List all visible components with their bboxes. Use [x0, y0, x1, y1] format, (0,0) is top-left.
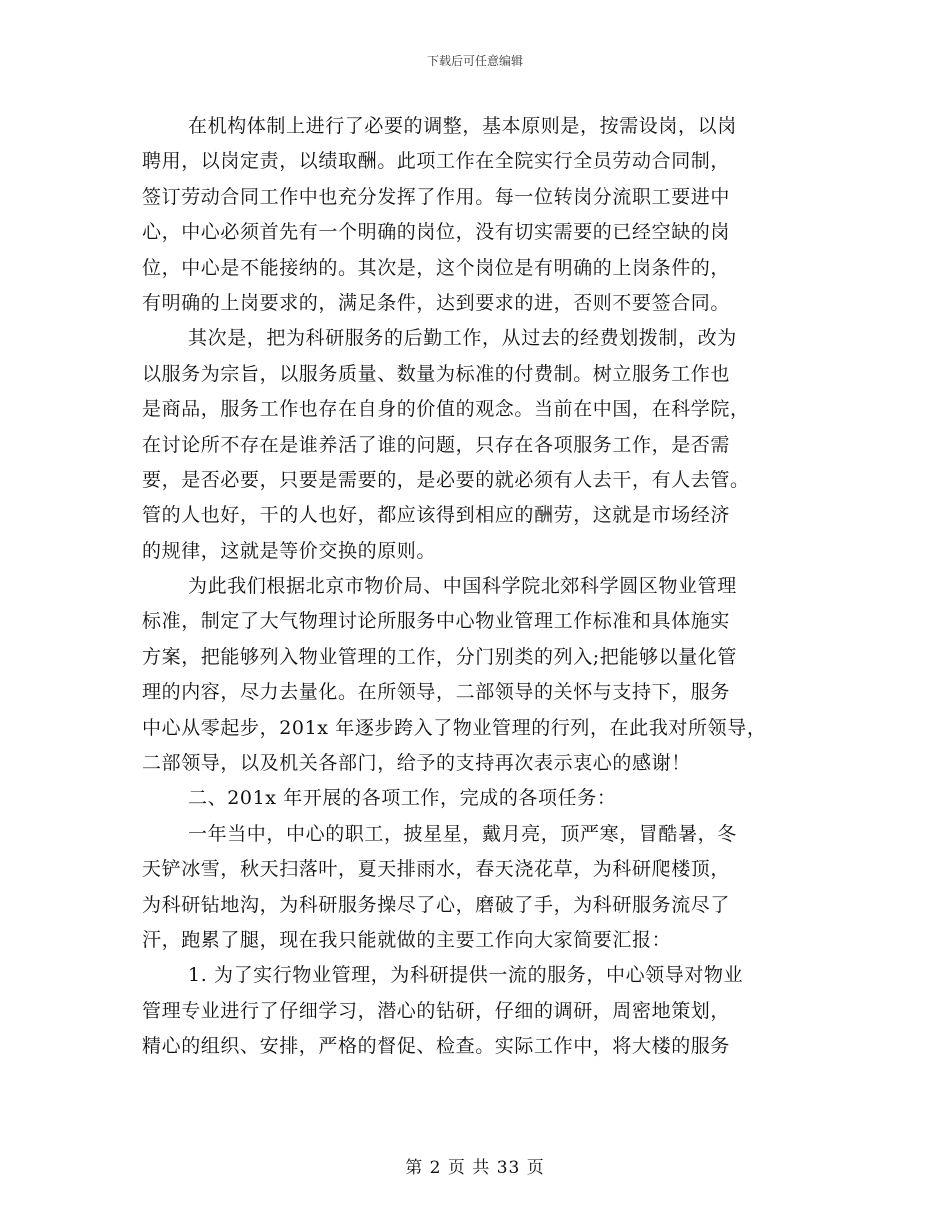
- text-line: 位，中心是不能接纳的。其次是，这个岗位是有明确的上岗条件的，: [142, 256, 731, 279]
- text-line: 为科研钻地沟，为科研服务操尽了心，磨破了手，为科研服务流尽了: [142, 893, 731, 916]
- text-line: 的规律，这就是等价交换的原则。: [142, 539, 437, 562]
- text-line: 为此我们根据北京市物价局、中国科学院北郊科学圆区物业管理: [188, 575, 737, 598]
- text-line: 二部领导，以及机关各部门，给予的支持再次表示衷心的感谢！: [142, 752, 691, 775]
- text-line: 中心从零起步，201x 年逐步跨入了物业管理的行列，在此我对所领导，: [142, 716, 767, 739]
- text-line: 其次是，把为科研服务的后勤工作，从过去的经费划拨制，改为: [188, 327, 737, 350]
- text-line: 一年当中，中心的职工，披星星，戴月亮，顶严寒，冒酷暑，冬: [188, 822, 737, 845]
- text-line: 是商品，服务工作也存在自身的价值的观念。当前在中国，在科学院，: [142, 398, 750, 421]
- text-line: 汗，跑累了腿，现在我只能就做的主要工作向大家简要汇报：: [142, 928, 672, 951]
- text-line: 方案，把能够列入物业管理的工作，分门别类的列入;把能够以量化管: [142, 645, 738, 668]
- text-line: 有明确的上岗要求的，满足条件，达到要求的进，否则不要签合同。: [142, 291, 731, 314]
- page-header-note: 下载后可任意编辑: [426, 54, 523, 68]
- text-line: 管理专业进行了仔细学习，潜心的钻研，仔细的调研，周密地策划，: [142, 999, 731, 1022]
- text-line: 管的人也好，干的人也好，都应该得到相应的酬劳，这就是市场经济: [142, 504, 731, 527]
- text-line: 要，是否必要，只要是需要的，是必要的就必须有人去干，有人去管。: [142, 468, 750, 491]
- text-line: 聘用，以岗定责，以绩取酬。此项工作在全院实行全员劳动合同制，: [142, 150, 731, 173]
- text-line: 以服务为宗旨，以服务质量、数量为标准的付费制。树立服务工作也: [142, 362, 731, 385]
- document-body: [142, 109, 812, 1065]
- text-line: 签订劳动合同工作中也充分发挥了作用。每一位转岗分流职工要进中: [142, 185, 731, 208]
- text-line: 天铲冰雪，秋天扫落叶，夏天排雨水，春天浇花草，为科研爬楼顶，: [142, 858, 731, 881]
- page-number: 第 2 页 共 33 页: [405, 1158, 545, 1178]
- text-line: 标准，制定了大气物理讨论所服务中心物业管理工作标准和具体施实: [142, 610, 731, 633]
- text-line: 在讨论所不存在是谁养活了谁的问题，只存在各项服务工作，是否需: [142, 433, 731, 456]
- text-line: 理的内容，尽力去量化。在所领导，二部领导的关怀与支持下，服务: [142, 681, 731, 704]
- text-line: 1. 为了实行物业管理，为科研提供一流的服务，中心领导对物业: [188, 964, 744, 987]
- text-line: 心，中心必须首先有一个明确的岗位，没有切实需要的已经空缺的岗: [142, 221, 731, 244]
- section-heading: 二、201x 年开展的各项工作，完成的各项任务：: [188, 787, 617, 810]
- text-line: 精心的组织、安排，严格的督促、检查。实际工作中，将大楼的服务: [142, 1035, 731, 1058]
- text-line: 在机构体制上进行了必要的调整，基本原则是，按需设岗，以岗: [188, 115, 737, 137]
